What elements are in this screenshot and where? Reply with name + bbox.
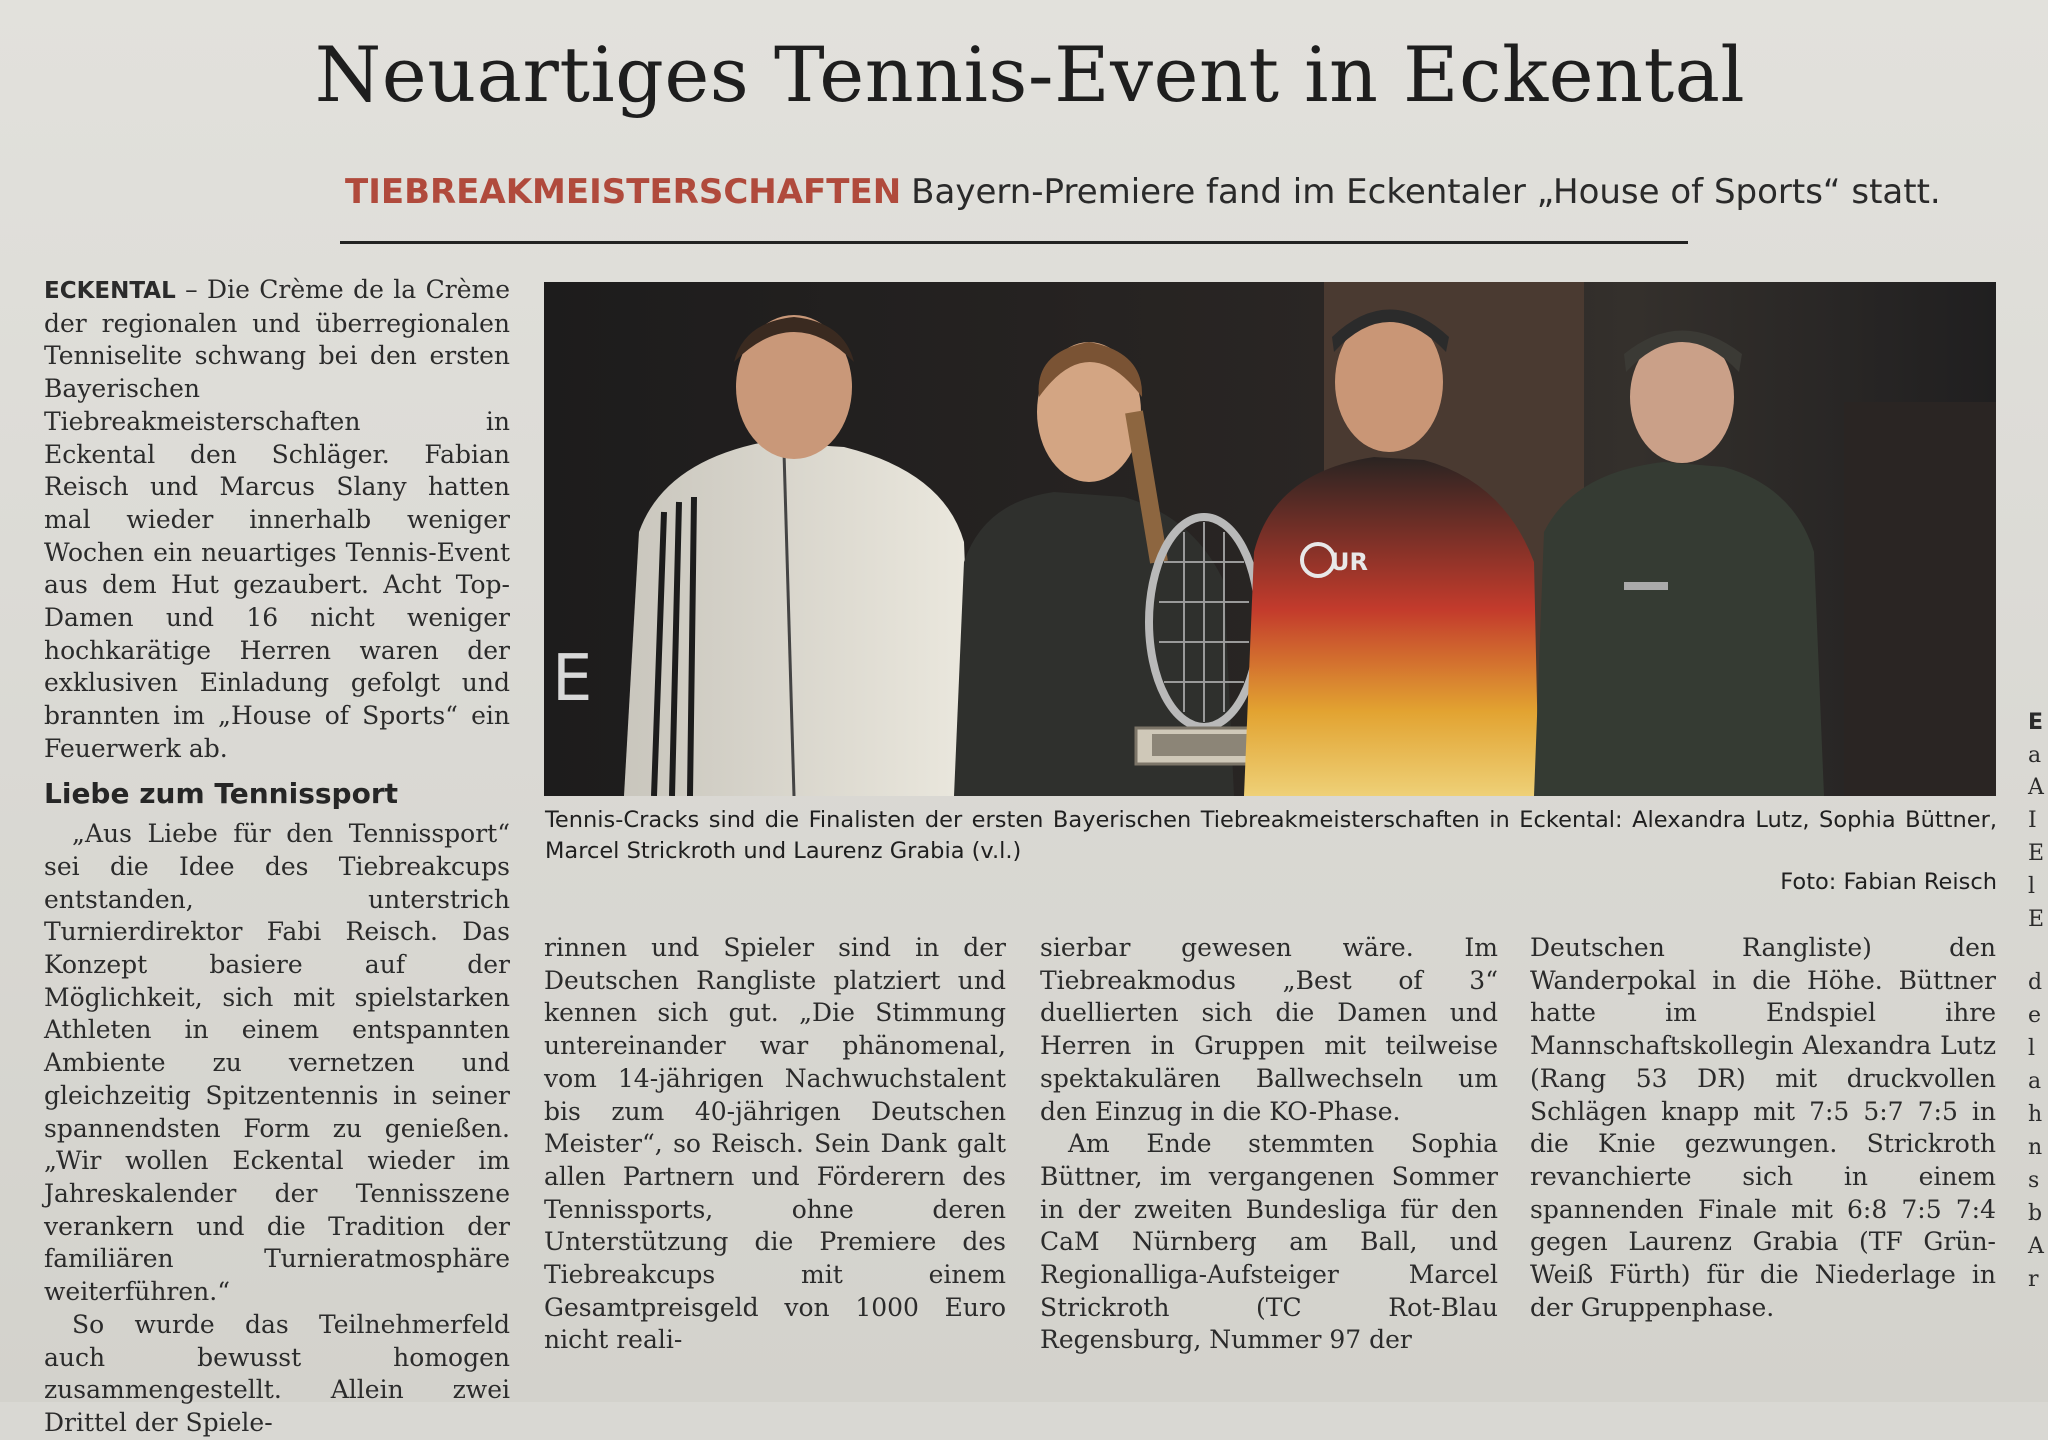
edge-fragment: E — [2028, 710, 2044, 735]
edge-fragment: l — [2028, 1036, 2036, 1061]
article-column-4 — [1530, 932, 1996, 1324]
jersey-logo: UR — [1330, 548, 1368, 576]
lead-paragraph — [44, 274, 510, 766]
subheadline: Bayern-Premiere fand im Eckentaler „House of Sports“ statt. — [911, 172, 1941, 212]
article-column-2 — [544, 932, 1006, 1357]
edge-fragment: A — [2028, 775, 2044, 800]
edge-fragment: E — [2028, 841, 2045, 866]
headline: Neuartiges Tennis-Event in Eckental — [314, 30, 1746, 119]
edge-fragment: n — [2028, 1135, 2043, 1160]
edge-fragment: b — [2028, 1201, 2043, 1226]
person-alexandra-lutz — [624, 315, 974, 796]
subhead: Liebe zum Tennissport — [44, 776, 399, 810]
dateline: ECKENTAL — [44, 278, 176, 304]
door-panel — [1844, 402, 1996, 796]
photo-illustration — [544, 282, 1996, 796]
lead-text: – Die Crème de la Crème der regionalen und überregionalen Tenniselite schwang bei den ersten Bayerischen Tiebreakmeisterschaften in Eckental den Schläger. Fabian Reisch und Marcus Slany hatten mal wieder innerhalb weniger Wochen ein neuartiges Tennis-Event aus dem Hut gezaubert. Acht Top-Damen und 16 nicht weniger hochkarätige Herren waren der exklusiven Einladung gefolgt und brannten im „House of Sports“ ein Feuerwerk ab. — [44, 275, 510, 763]
edge-fragment: s — [2028, 1168, 2040, 1193]
article-column-1 — [44, 274, 510, 1440]
edge-fragment: I — [2028, 808, 2037, 833]
article-photo — [544, 282, 1996, 796]
edge-fragment: a — [2028, 743, 2042, 768]
paragraph: „Aus Liebe für den Tennissport“ sei die Idee des Tiebreakcups entstanden, unterstrich Turnierdirektor Fabi Reisch. Das Konzept basiere auf der Möglichkeit, sich mit spielstarken Athleten in einem entspannten Ambiente zu vernetzen und gleichzeitig Spitzentennis in seiner spannendsten Form zu genießen. „Wir wollen Eckental wieder im Jahreskalender der Tennisszene verankern und die Tradition der familiären Turnieratmosphäre weiterführen.“ — [44, 819, 510, 1307]
photo-caption — [545, 805, 1997, 898]
edge-fragment: r — [2028, 1267, 2039, 1292]
paragraph: So wurde das Teilnehmerfeld auch bewusst homogen zusammengestellt. Allein zwei Drittel der Spiele- — [44, 1309, 510, 1437]
stage-letter: E — [552, 642, 593, 716]
paragraph: sierbar gewesen wäre. Im Tiebreakmodus „Best of 3“ duellierten sich die Damen und Herren in Gruppen mit teilweise spektakulären Ballwechseln um den Einzug in die KO-Phase. — [1040, 933, 1498, 1126]
headline-rule — [340, 241, 1688, 244]
kicker: TIEBREAKMEISTERSCHAFTEN — [345, 172, 902, 212]
edge-fragment: d — [2028, 970, 2043, 995]
edge-fragment: E — [2028, 907, 2045, 932]
caption-text: Tennis-Cracks sind die Finalisten der ersten Bayerischen Tiebreakmeisterschaften in Eckental: Alexandra Lutz, Sophia Büttner, Marcel Strickroth und Laurenz Grabia (v.l.) — [545, 807, 1997, 864]
edge-fragment: a — [2028, 1069, 2042, 1094]
edge-fragment: h — [2028, 1102, 2043, 1127]
edge-fragment: e — [2028, 1003, 2042, 1028]
paragraph: Am Ende stemmten Sophia Büttner, im vergangenen Sommer in der zweiten Bundesliga für den CaM Nürnberg am Ball, und Regionalliga-Aufsteiger Marcel Strickroth (TC Rot-Blau Regensburg, Nummer 97 der — [1040, 1129, 1498, 1355]
edge-fragment: l — [2028, 874, 2036, 899]
paragraph: rinnen und Spieler sind in der Deutschen Rangliste platziert und kennen sich gut. „Die Stimmung untereinander war phänomenal, vom 14-jährigen Nachwuchstalent bis zum 40-jährigen Deutschen Meister“, so Reisch. Sein Dank galt allen Partnern und Förderern des Tennissports, ohne deren Unterstützung die Premiere des Tiebreakcups mit einem Gesamtpreisgeld von 1000 Euro nicht reali- — [544, 933, 1006, 1355]
article-column-3 — [1040, 932, 1498, 1357]
photo-credit: Foto: Fabian Reisch — [1780, 869, 1997, 895]
paragraph: Deutschen Rangliste) den Wanderpokal in die Höhe. Büttner hatte im Endspiel ihre Mannschaftskollegin Alexandra Lutz (Rang 53 DR) mit druckvollen Schlägen knapp mit 7:5 5:7 7:5 in die Knie gezwungen. Strickroth revanchierte sich in einem spannenden Finale mit 6:8 7:5 7:4 gegen Laurenz Grabia (TF Grün-Weiß Fürth) für die Niederlage in der Gruppenphase. — [1530, 933, 1996, 1322]
edge-fragment: A — [2028, 1234, 2044, 1259]
subheadline-row — [345, 172, 1941, 212]
